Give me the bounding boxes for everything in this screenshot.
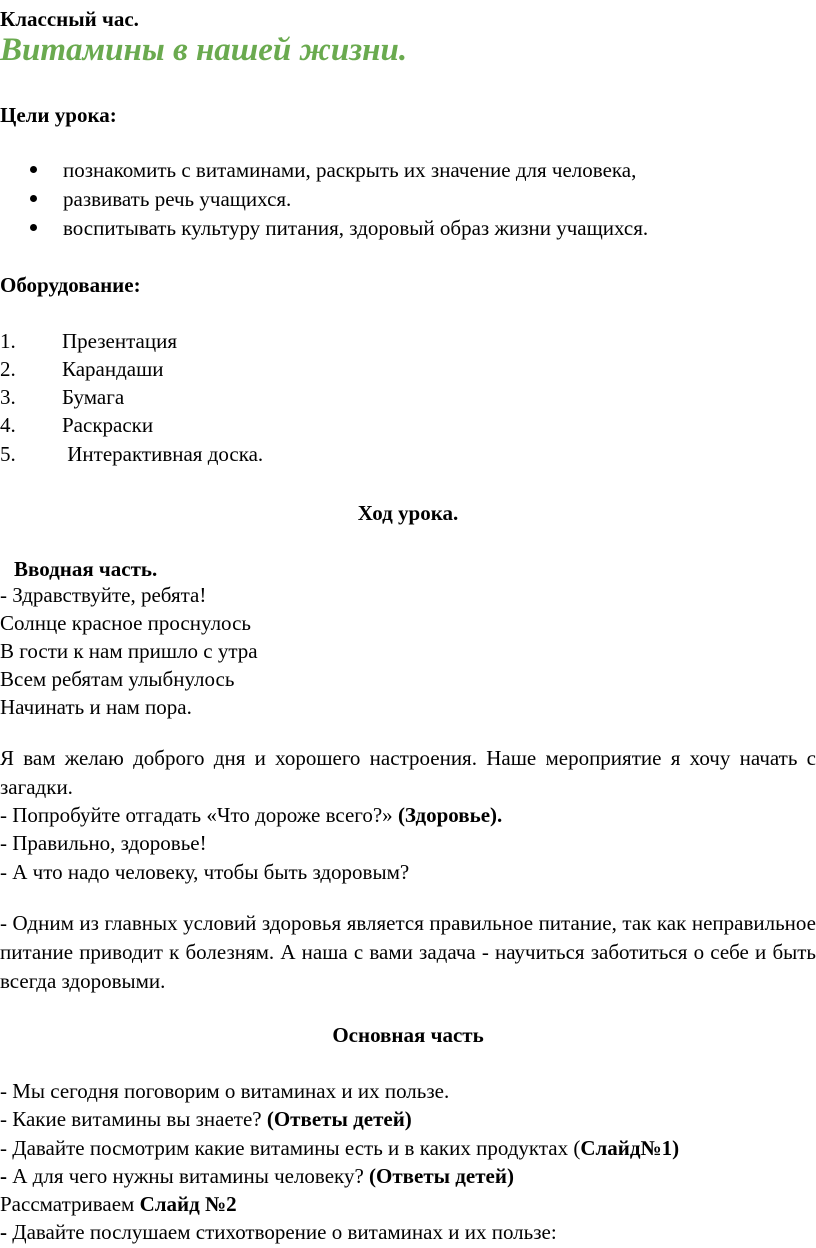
equipment-number: 4. (0, 413, 16, 437)
equipment-number: 2. (0, 357, 16, 381)
intro-paragraph: Я вам желаю доброго дня и хорошего настроения. Наше мероприятие я хочу начать с загадки. (0, 746, 816, 799)
equipment-item: Бумага (62, 385, 125, 409)
equipment-number: 3. (0, 385, 16, 409)
lesson-heading: Ход урока. (357, 501, 459, 525)
main-line-dash: - (0, 1164, 7, 1188)
riddle-text: - Попробуйте отгадать «Что дороже всего?» (0, 803, 398, 827)
bullet-icon (30, 195, 37, 202)
main-line (0, 1135, 679, 1161)
main-line: - Мы сегодня поговорим о витаминах и их пользе. (0, 1079, 450, 1103)
question-line: - А что надо человеку, чтобы быть здоровым? (0, 860, 410, 884)
intro-heading: Вводная часть. (14, 557, 158, 581)
equipment-item: Карандаши (62, 357, 164, 381)
equipment-number: 5. (0, 442, 16, 466)
main-line-text: А для чего нужны витамины человеку? (7, 1164, 370, 1188)
goal-item: воспитывать культуру питания, здоровый образ жизни учащихся. (63, 216, 649, 240)
poem-line: - Здравствуйте, ребята! (0, 583, 207, 607)
riddle-answer: (Здоровье). (397, 803, 503, 827)
main-line-bold: Слайд№1) (580, 1136, 680, 1160)
bullet-icon (30, 224, 37, 231)
goals-heading: Цели урока: (0, 103, 117, 127)
main-line-text: - Какие витамины вы знаете? (0, 1107, 267, 1131)
equipment-number: 1. (0, 329, 16, 353)
main-line (0, 1163, 514, 1189)
goal-item: познакомить с витаминами, раскрыть их значение для человека, (63, 158, 637, 182)
main-line-bold: (Ответы детей) (369, 1164, 514, 1188)
main-line (0, 1191, 237, 1217)
main-line-text: Рассматриваем (0, 1192, 140, 1216)
document-title: Витамины в нашей жизни. (0, 32, 408, 68)
goal-item: развивать речь учащихся. (63, 187, 292, 211)
main-line-dash: - (0, 1220, 7, 1244)
main-line-bold: (Ответы детей) (266, 1107, 412, 1131)
main-line (0, 1219, 557, 1245)
poem-line: Начинать и нам пора. (0, 695, 192, 719)
main-line-bold: Слайд №2 (139, 1192, 237, 1216)
main-line (0, 1106, 412, 1132)
bullet-icon (30, 166, 37, 173)
main-line-text: - Давайте посмотрим какие витамины есть и в каких продуктах ( (0, 1136, 581, 1160)
poem-line: Солнце красное проснулось (0, 611, 251, 635)
main-part-heading: Основная часть (332, 1023, 484, 1047)
correct-line: - Правильно, здоровье! (0, 831, 207, 855)
poem-line: Всем ребятам улыбнулось (0, 667, 235, 691)
poem-line: В гости к нам пришло с утра (0, 639, 258, 663)
class-hour-label: Классный час. (0, 7, 139, 31)
health-paragraph: - Одним из главных условий здоровья является правильное питание, так как неправильное питание приводит к болезням. А наша с вами задача - научиться заботиться о себе и быть всегда здоровыми. (0, 911, 816, 993)
main-line-text: Давайте послушаем стихотворение о витаминах и их пользе: (7, 1220, 557, 1244)
equipment-item: Презентация (62, 329, 177, 353)
riddle-line (0, 802, 502, 828)
equipment-item: Раскраски (62, 413, 154, 437)
equipment-item: Интерактивная доска. (62, 442, 264, 466)
equipment-heading: Оборудование: (0, 273, 141, 297)
